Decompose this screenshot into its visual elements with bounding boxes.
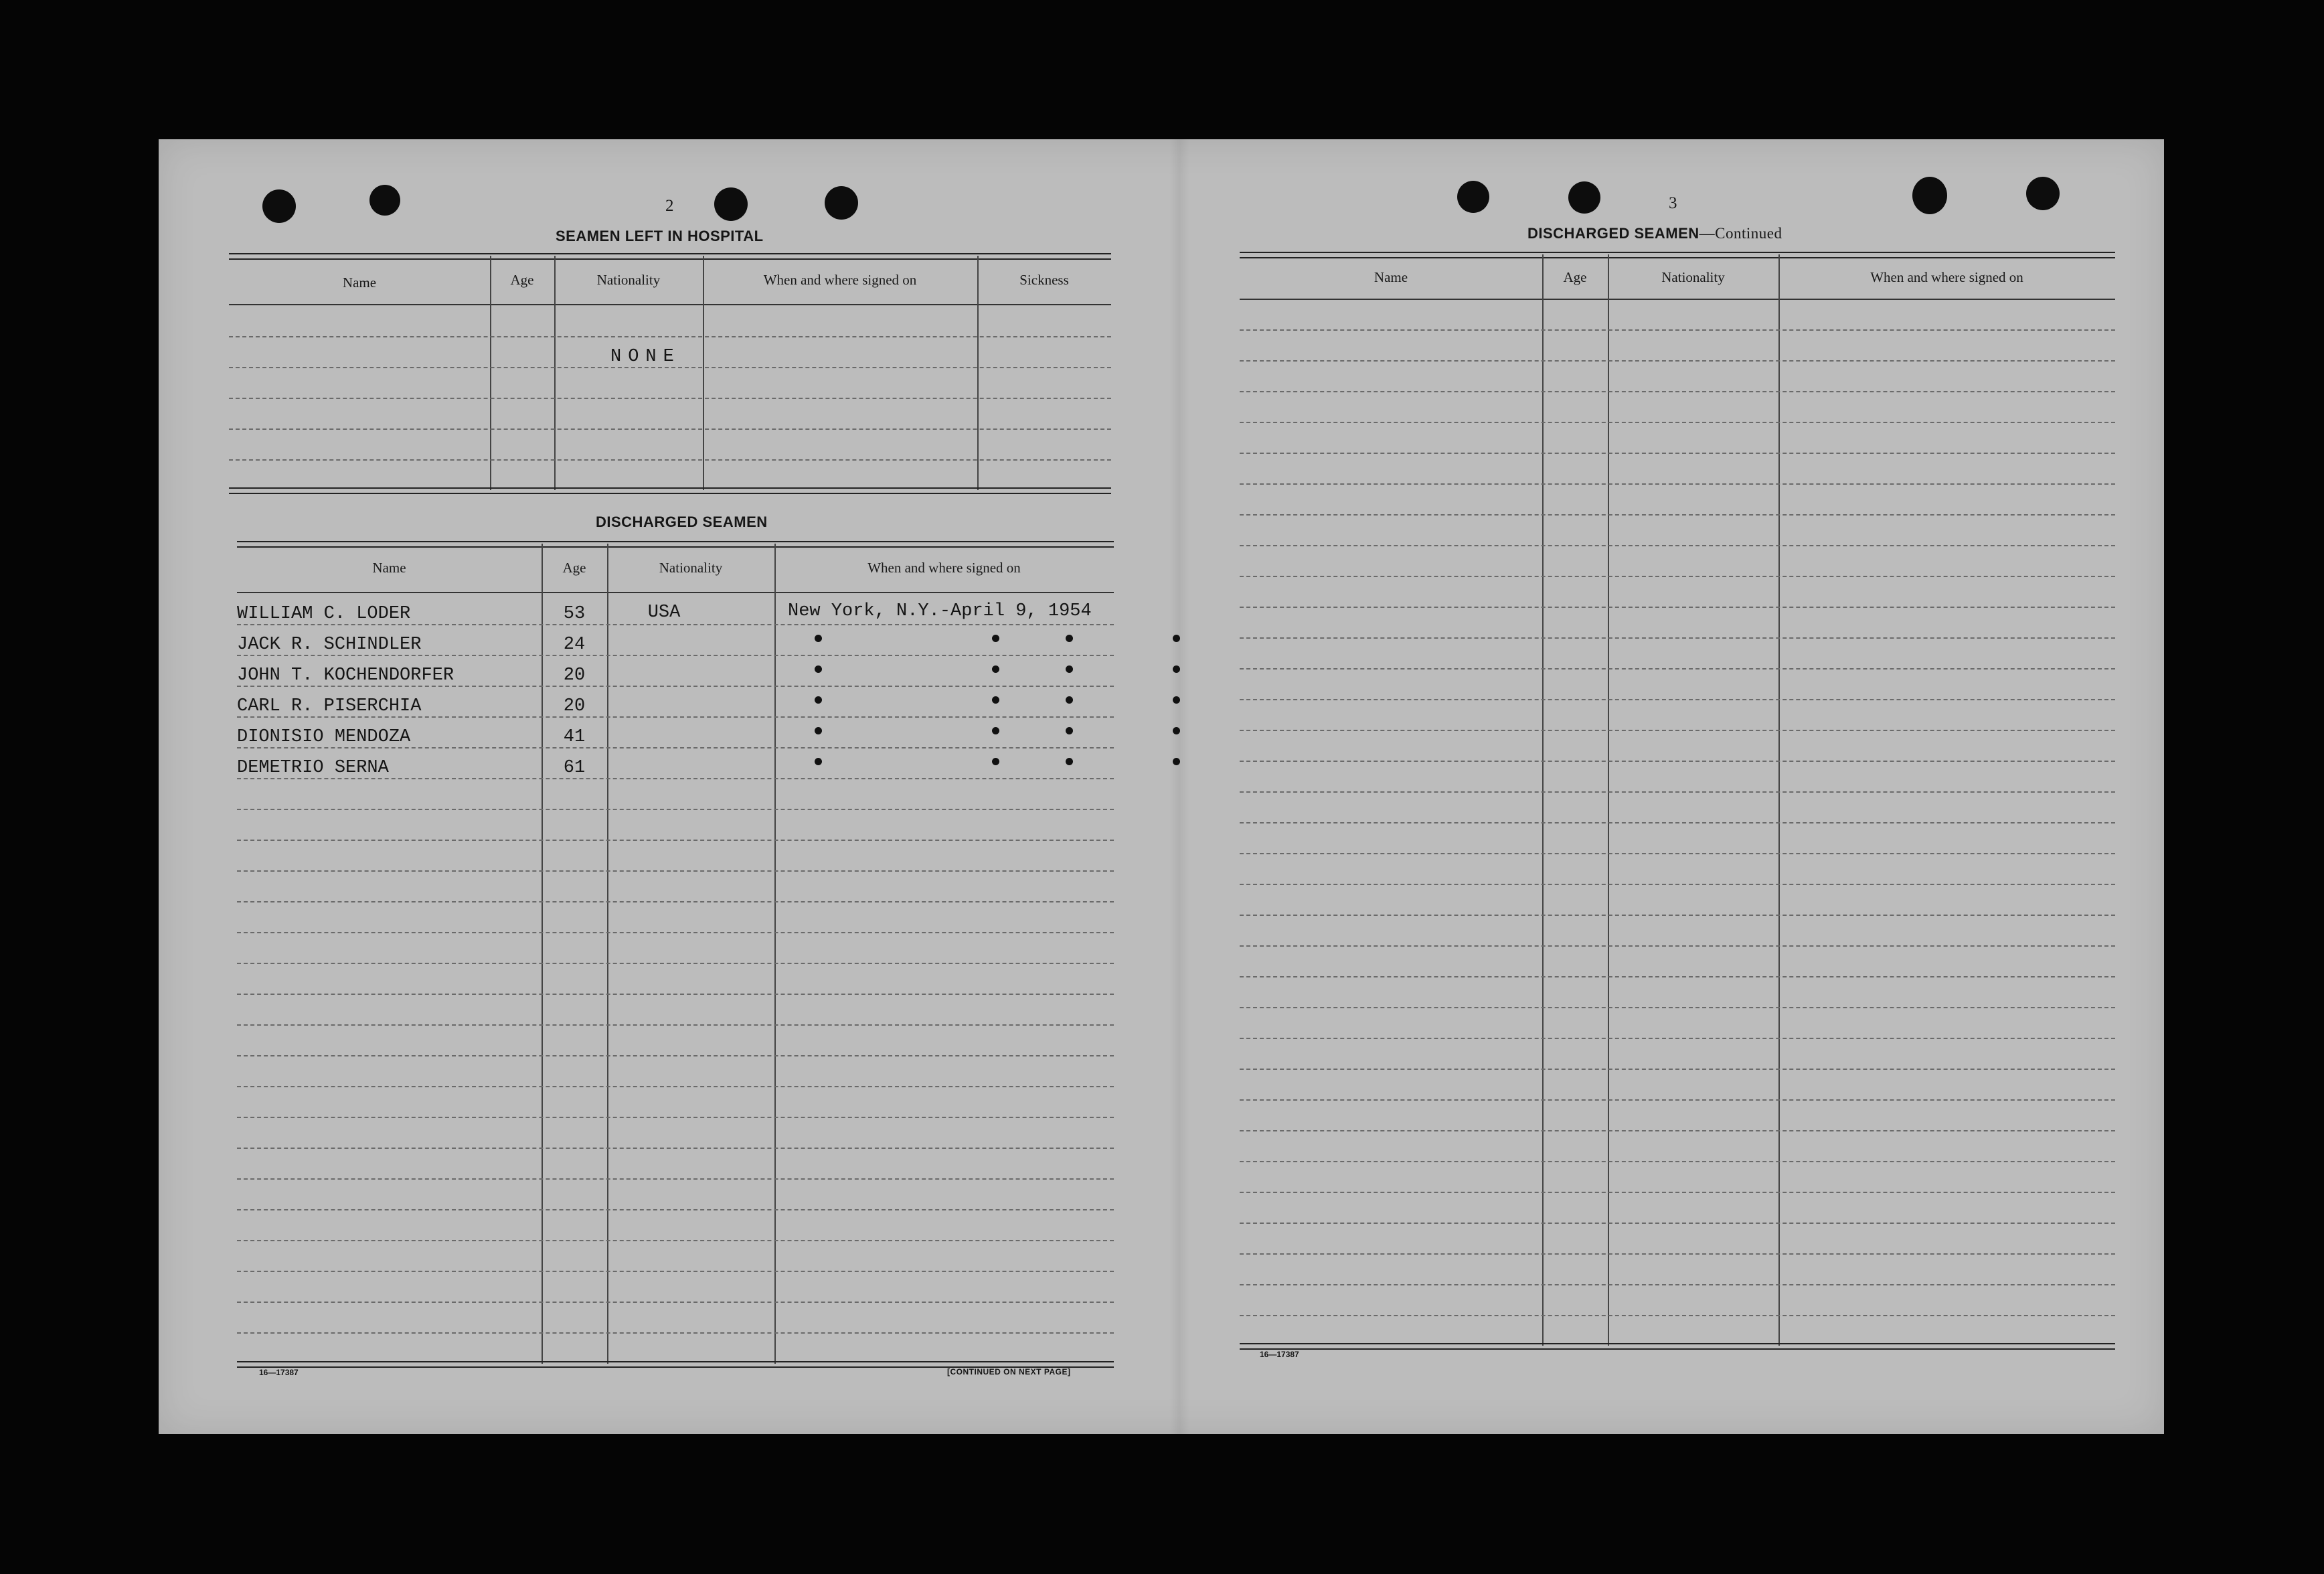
seaman-name: JACK R. SCHINDLER — [237, 635, 422, 655]
column-header: Sickness — [1019, 272, 1069, 288]
seaman-name: DEMETRIO SERNA — [237, 758, 389, 778]
discharged-table — [237, 541, 1114, 1371]
ditto-mark — [992, 635, 999, 642]
ditto-mark — [1173, 665, 1180, 673]
column-header: Name — [372, 560, 406, 576]
ditto-mark — [815, 758, 822, 765]
column-header: When and where signed on — [763, 272, 917, 288]
ditto-mark — [815, 696, 822, 704]
seaman-name: CARL R. PISERCHIA — [237, 696, 422, 716]
ditto-mark — [992, 727, 999, 734]
ditto-mark — [815, 727, 822, 734]
seaman-age: 20 — [563, 665, 586, 686]
page-number: 3 — [1669, 194, 1677, 212]
ditto-mark — [1173, 758, 1180, 765]
column-header: When and where signed on — [1870, 269, 2023, 285]
hospital-section-title: SEAMEN LEFT IN HOSPITAL — [556, 228, 764, 244]
section-title-text: DISCHARGED SEAMEN — [1527, 225, 1699, 242]
seaman-nationality: USA — [647, 603, 681, 623]
column-header: Nationality — [596, 272, 661, 288]
seaman-name: DIONISIO MENDOZA — [237, 727, 411, 747]
form-code: 16—17387 — [1260, 1350, 1299, 1359]
seaman-age: 41 — [563, 727, 586, 747]
ditto-mark — [1066, 727, 1073, 734]
column-header: Name — [1374, 269, 1408, 285]
punch-hole — [1457, 181, 1489, 213]
punch-hole — [714, 187, 748, 221]
ditto-mark — [1066, 758, 1073, 765]
seaman-age: 53 — [563, 604, 586, 624]
discharged-section-title: DISCHARGED SEAMEN — [596, 514, 768, 530]
column-header: Nationality — [1661, 269, 1725, 285]
column-header: When and where signed on — [867, 560, 1021, 576]
none-entry: NONE — [610, 347, 681, 367]
ditto-mark — [992, 696, 999, 704]
continued-note: [CONTINUED ON NEXT PAGE] — [947, 1367, 1071, 1376]
punch-hole — [1568, 181, 1600, 214]
seaman-name: JOHN T. KOCHENDORFER — [237, 665, 454, 686]
page-fold — [1169, 139, 1189, 1434]
form-code: 16—17387 — [259, 1368, 299, 1377]
ditto-mark — [1173, 635, 1180, 642]
column-header: Nationality — [659, 560, 723, 576]
discharged-continued-table — [1240, 252, 2115, 1356]
ditto-mark — [1066, 635, 1073, 642]
seaman-name: WILLIAM C. LODER — [237, 604, 411, 624]
punch-hole — [1912, 177, 1947, 214]
seaman-age: 61 — [563, 758, 586, 778]
document-spread — [159, 139, 2164, 1434]
column-header: Age — [510, 272, 534, 288]
column-header: Age — [562, 560, 586, 576]
column-header: Age — [1563, 269, 1587, 285]
seaman-age: 20 — [563, 696, 586, 716]
ditto-mark — [815, 635, 822, 642]
seaman-signed-on: New York, N.Y.-April 9, 1954 — [788, 601, 1092, 621]
punch-hole — [825, 186, 858, 220]
discharged-continued-title — [1527, 225, 1782, 242]
ditto-mark — [1066, 665, 1073, 673]
page-number: 2 — [665, 197, 674, 215]
ditto-mark — [1173, 696, 1180, 704]
punch-hole — [262, 189, 296, 223]
ditto-mark — [992, 665, 999, 673]
ditto-mark — [815, 665, 822, 673]
ditto-mark — [1066, 696, 1073, 704]
punch-hole — [2026, 177, 2060, 210]
ditto-mark — [992, 758, 999, 765]
column-header: Name — [342, 274, 377, 291]
continued-suffix: —Continued — [1699, 225, 1782, 242]
punch-hole — [369, 185, 400, 216]
seaman-age: 24 — [563, 635, 586, 655]
ditto-mark — [1173, 727, 1180, 734]
